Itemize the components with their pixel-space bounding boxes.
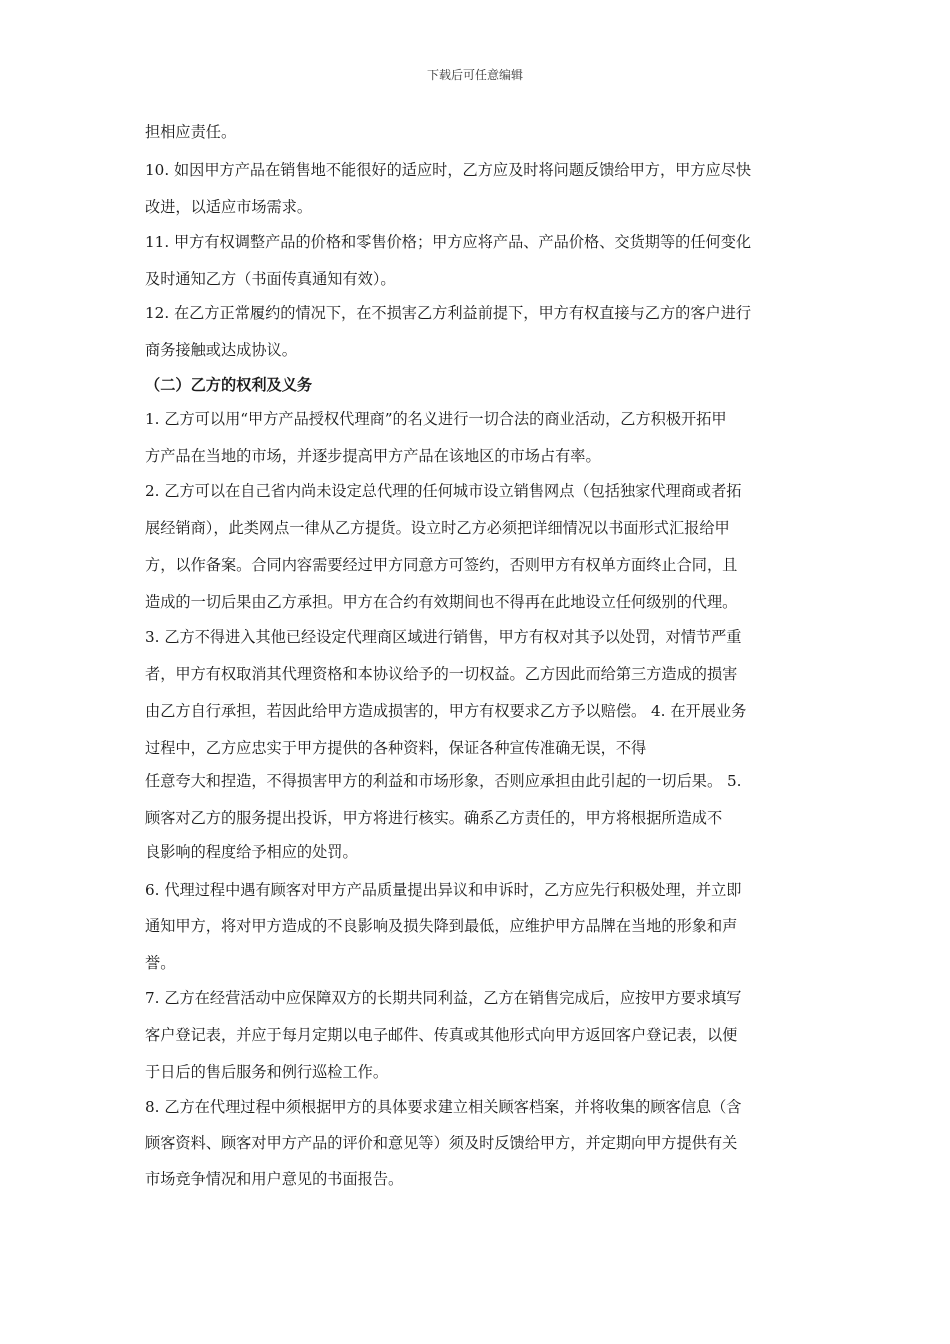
text-line: 过程中，乙方应忠实于甲方提供的各种资料，保证各种宣传准确无误，不得: [145, 739, 647, 757]
text-line: 由乙方自行承担，若因此给甲方造成损害的，甲方有权要求乙方予以赔偿。 4. 在开展业务: [145, 702, 747, 720]
text-line: 市场竞争情况和用户意见的书面报告。: [145, 1170, 404, 1188]
text-line: 顾客资料、顾客对甲方产品的评价和意见等）须及时反馈给甲方，并定期向甲方提供有关: [145, 1134, 738, 1152]
text-line: 12. 在乙方正常履约的情况下，在不损害乙方利益前提下，甲方有权直接与乙方的客户进行: [145, 304, 752, 322]
text-line: 1. 乙方可以用“甲方产品授权代理商”的名义进行一切合法的商业活动，乙方积极开拓甲: [145, 410, 727, 428]
text-line: 商务接触或达成协议。: [145, 341, 297, 359]
text-line: 10. 如因甲方产品在销售地不能很好的适应时，乙方应及时将问题反馈给甲方，甲方应尽快: [145, 161, 752, 179]
text-line: 客户登记表，并应于每月定期以电子邮件、传真或其他形式向甲方返回客户登记表，以便: [145, 1026, 738, 1044]
text-line: 担相应责任。: [145, 123, 237, 141]
text-line: 8. 乙方在代理过程中须根据甲方的具体要求建立相关顾客档案，并将收集的顾客信息（含: [145, 1098, 742, 1116]
text-line: 7. 乙方在经营活动中应保障双方的长期共同利益，乙方在销售完成后，应按甲方要求填写: [145, 989, 742, 1007]
text-line: 造成的一切后果由乙方承担。甲方在合约有效期间也不得再在此地设立任何级别的代理。: [145, 593, 738, 611]
text-line: 良影响的程度给予相应的处罚。: [145, 843, 358, 861]
page-header: 下载后可任意编辑: [426, 68, 523, 82]
text-line: 展经销商），此类网点一律从乙方提货。设立时乙方必须把详细情况以书面形式汇报给甲: [145, 519, 730, 537]
text-line: 于日后的售后服务和例行巡检工作。: [145, 1063, 388, 1081]
section-heading: （二）乙方的权利及义务: [145, 376, 313, 394]
text-line: 者，甲方有权取消其代理资格和本协议给予的一切权益。乙方因此而给第三方造成的损害: [145, 665, 738, 683]
text-line: 顾客对乙方的服务提出投诉，甲方将进行核实。确系乙方责任的，甲方将根据所造成不: [145, 809, 723, 827]
text-line: 2. 乙方可以在自己省内尚未设定总代理的任何城市设立销售网点（包括独家代理商或者拓: [145, 482, 742, 500]
text-line: 通知甲方，将对甲方造成的不良影响及损失降到最低，应维护甲方品牌在当地的形象和声: [145, 917, 738, 935]
text-line: 方产品在当地的市场，并逐步提高甲方产品在该地区的市场占有率。: [145, 447, 601, 465]
text-line: 改进，以适应市场需求。: [145, 198, 313, 216]
text-line: 任意夸大和捏造，不得损害甲方的利益和市场形象，否则应承担由此引起的一切后果。 5.: [145, 772, 742, 790]
text-line: 及时通知乙方（书面传真通知有效）。: [145, 270, 396, 288]
text-line: 3. 乙方不得进入其他已经设定代理商区域进行销售，甲方有权对其予以处罚，对情节严重: [145, 628, 742, 646]
text-line: 誉。: [145, 954, 176, 972]
text-line: 方，以作备案。合同内容需要经过甲方同意方可签约，否则甲方有权单方面终止合同，且: [145, 556, 738, 574]
text-line: 6. 代理过程中遇有顾客对甲方产品质量提出异议和申诉时，乙方应先行积极处理，并立即: [145, 881, 742, 899]
text-line: 11. 甲方有权调整产品的价格和零售价格；甲方应将产品、产品价格、交货期等的任何变化: [145, 233, 752, 251]
